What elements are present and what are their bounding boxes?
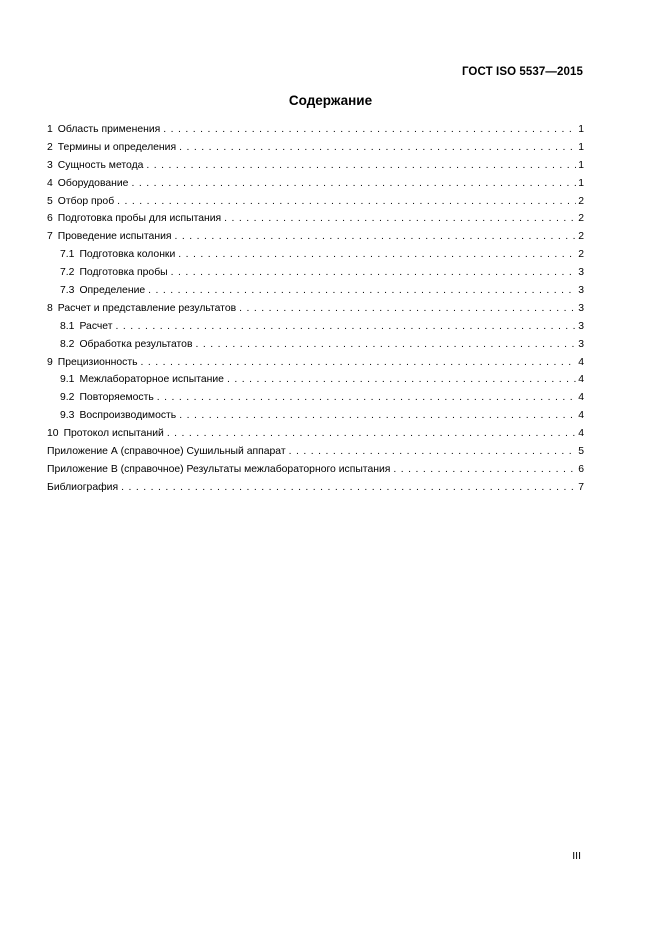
toc-title: Содержание [288, 93, 373, 108]
toc-entry[interactable] [47, 210, 584, 228]
toc-subentry[interactable] [47, 282, 584, 300]
toc-entry-page: 4 [578, 410, 584, 422]
toc-entry-page: 5 [578, 446, 584, 458]
toc-entry-title: Отбор проб [57, 195, 115, 207]
toc-entry-page: 4 [578, 374, 584, 386]
toc-entry-number: 4 [47, 177, 53, 189]
page-number: III [572, 850, 581, 862]
dot-leader [121, 479, 576, 497]
toc-entry-number: 6 [47, 213, 53, 225]
toc-entry-number: 9 [47, 356, 53, 368]
toc-entry-title: Сущность метода [57, 159, 144, 171]
toc-entry-number: 9.3 [60, 410, 75, 422]
dot-leader [289, 443, 576, 461]
toc-entry-title: Обработка результатов [79, 338, 193, 350]
toc-entry-title: Библиография [47, 481, 119, 493]
toc-entry-number: 5 [47, 195, 53, 207]
toc-entry-page: 6 [578, 463, 584, 475]
toc-entry-title: Воспроизводимость [79, 410, 177, 422]
toc-entry-number: 8.1 [60, 320, 75, 332]
toc-entry-number: 10 [47, 428, 59, 440]
toc-entry-title: Повторяемость [79, 392, 154, 404]
toc-entry[interactable] [47, 228, 584, 246]
toc-entry-title: Подготовка колонки [79, 249, 176, 261]
toc-entry-page: 3 [578, 267, 584, 279]
toc-entry-number: 7 [47, 231, 53, 243]
toc-entry-number: 7.3 [60, 285, 75, 297]
toc-entry-title: Проведение испытания [57, 231, 172, 243]
toc-entry-number: 9.2 [60, 392, 75, 404]
toc-entry-page: 1 [578, 141, 584, 153]
toc-entry-bibliography[interactable] [47, 479, 584, 497]
dot-leader [131, 175, 576, 193]
toc-entry-title: Прецизионность [57, 356, 138, 368]
dot-leader [157, 389, 576, 407]
toc-entry-title: Термины и определения [57, 141, 177, 153]
dot-leader [224, 210, 576, 228]
toc-entry-title: Расчет [79, 320, 113, 332]
toc-entry-page: 7 [578, 481, 584, 493]
toc-entry-number: 3 [47, 159, 53, 171]
toc-entry-page: 4 [578, 392, 584, 404]
dot-leader [146, 157, 576, 175]
toc-entry-annex[interactable] [47, 443, 584, 461]
toc-entry-title: Расчет и представление результатов [57, 302, 237, 314]
dot-leader [239, 300, 576, 318]
toc-entry-page: 2 [578, 195, 584, 207]
toc-entry-number: 2 [47, 141, 53, 153]
dot-leader [227, 371, 576, 389]
toc-entry[interactable] [47, 121, 584, 139]
toc-entry-page: 3 [578, 302, 584, 314]
toc-subentry[interactable] [47, 407, 584, 425]
toc-entry-number: 7.1 [60, 249, 75, 261]
dot-leader [148, 282, 576, 300]
toc-entry-title: Межлабораторное испытание [79, 374, 224, 386]
toc-entry-page: 1 [578, 159, 584, 171]
toc-entry-page: 2 [578, 231, 584, 243]
toc-entry-title: Подготовка пробы [79, 267, 168, 279]
toc-entry-page: 4 [578, 356, 584, 368]
toc-subentry[interactable] [47, 389, 584, 407]
dot-leader [163, 121, 576, 139]
toc-entry[interactable] [47, 157, 584, 175]
toc-subentry[interactable] [47, 264, 584, 282]
table-of-contents [47, 121, 584, 497]
toc-entry-title: Оборудование [57, 177, 129, 189]
dot-leader [167, 425, 576, 443]
toc-subentry[interactable] [47, 336, 584, 354]
toc-entry-title: Определение [79, 285, 146, 297]
toc-entry-number: 1 [47, 124, 53, 135]
dot-leader [171, 264, 576, 282]
dot-leader [141, 354, 576, 372]
toc-entry-page: 1 [578, 177, 584, 189]
toc-entry-number: 7.2 [60, 267, 75, 279]
toc-entry-title: Протокол испытаний [63, 428, 164, 440]
toc-entry[interactable] [47, 354, 584, 372]
toc-entry-number: 9.1 [60, 374, 75, 386]
toc-entry-page: 4 [578, 428, 584, 440]
toc-entry[interactable] [47, 175, 584, 193]
toc-subentry[interactable] [47, 318, 584, 336]
dot-leader [179, 407, 576, 425]
dot-leader [117, 193, 576, 211]
toc-entry-page: 2 [578, 249, 584, 261]
toc-entry-title: Приложение В (справочное) Результаты межлабораторного испытания [47, 463, 391, 475]
toc-entry-page: 3 [578, 320, 584, 332]
dot-leader [179, 139, 576, 157]
dot-leader [178, 246, 576, 264]
dot-leader [116, 318, 576, 336]
toc-entry-title: Область применения [57, 124, 161, 135]
toc-entry-number: 8.2 [60, 338, 75, 350]
dot-leader [175, 228, 577, 246]
toc-entry[interactable] [47, 193, 584, 211]
toc-entry-number: 8 [47, 302, 53, 314]
toc-entry-title: Приложение А (справочное) Сушильный аппарат [47, 446, 286, 458]
toc-entry-title: Подготовка пробы для испытания [57, 213, 222, 225]
toc-entry-page: 2 [578, 213, 584, 225]
toc-entry[interactable] [47, 425, 584, 443]
standard-code: ГОСТ ISO 5537—2015 [461, 66, 583, 78]
toc-entry[interactable] [47, 300, 584, 318]
toc-entry-page: 1 [578, 124, 584, 135]
toc-subentry[interactable] [47, 371, 584, 389]
toc-entry[interactable] [47, 139, 584, 157]
toc-entry-page: 3 [578, 338, 584, 350]
toc-subentry[interactable] [47, 246, 584, 264]
dot-leader [196, 336, 577, 354]
toc-entry-annex[interactable] [47, 461, 584, 479]
dot-leader [393, 461, 576, 479]
toc-entry-page: 3 [578, 285, 584, 297]
